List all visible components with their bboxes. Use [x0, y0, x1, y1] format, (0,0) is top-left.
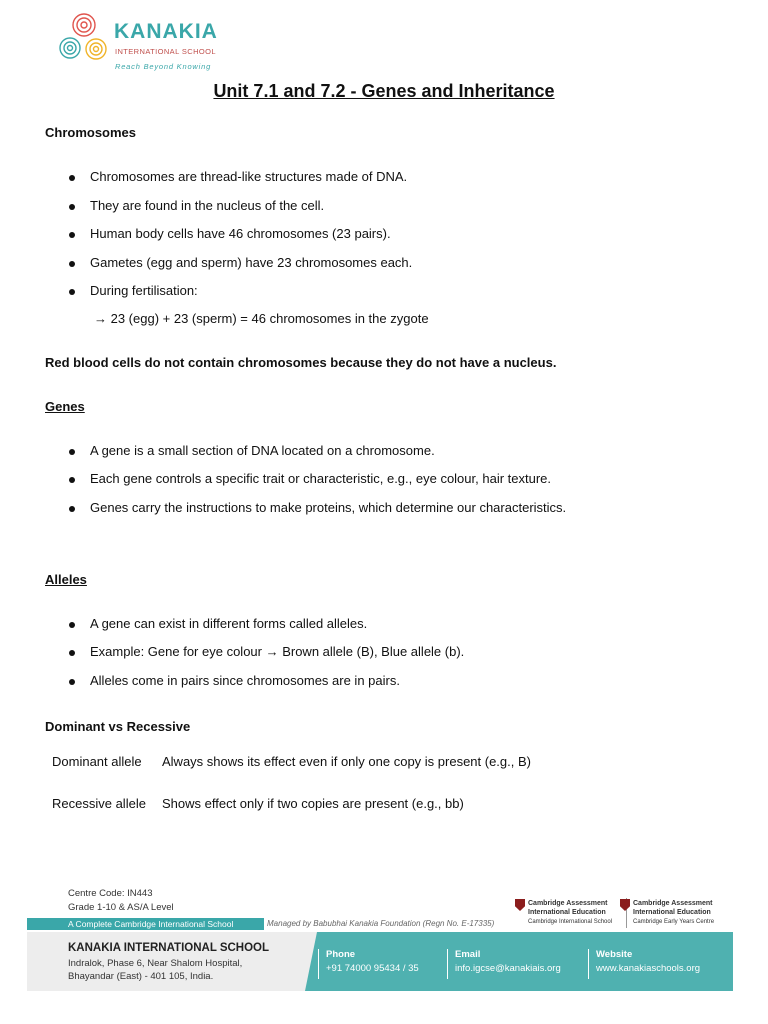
red-blood-cell-note: Red blood cells do not contain chromosomes because they do not have a nucleus.	[45, 355, 557, 370]
table-row	[52, 796, 464, 811]
description-cell: Always shows its effect even if only one copy is present (e.g., B)	[162, 754, 531, 769]
list-item: A gene is a small section of DNA located on a chromosome.	[70, 443, 415, 458]
fertilisation-equation: → 23 (egg) + 23 (sperm) = 46 chromosomes in the zygote	[94, 311, 429, 326]
cambridge-shield-icon	[620, 899, 630, 911]
description-cell: Shows effect only if two copies are present (e.g., bb)	[162, 796, 464, 811]
term-cell: Dominant allele	[52, 754, 142, 769]
alleles-heading: Alleles	[45, 572, 87, 587]
email-address: info.igcse@kanakiais.org	[455, 963, 561, 974]
list-item: They are found in the nucleus of the cell.	[70, 198, 304, 213]
logo-mark-icon	[56, 10, 112, 66]
school-logo	[56, 10, 236, 71]
phone-label: Phone	[326, 949, 356, 960]
school-name: KANAKIA INTERNATIONAL SCHOOL	[68, 942, 270, 954]
list-item: Gametes (egg and sperm) have 23 chromosomes each.	[70, 255, 392, 270]
list-item: Alleles come in pairs since chromosomes are in pairs.	[70, 673, 380, 688]
list-item: Each gene controls a specific trait or characteristic, e.g., eye colour, hair texture.	[70, 471, 531, 486]
address-line-2: Bhayandar (East) - 401 105, India.	[68, 971, 214, 982]
list-item: Chromosomes are thread-like structures made of DNA.	[70, 169, 387, 184]
page-title: Unit 7.1 and 7.2 - Genes and Inheritance	[213, 81, 555, 101]
managed-by-text: Managed by Babubhai Kanakia Foundation (Regn No. E-17335)	[267, 919, 495, 928]
phone-number: +91 74000 95434 / 35	[326, 963, 419, 974]
genes-heading: Genes	[45, 399, 85, 414]
website-url: www.kanakiaschools.org	[596, 963, 701, 974]
cambridge-badge-early-years: Cambridge Assessment International Education Cambridge Early Years Centre	[620, 899, 714, 927]
grade-range: Grade 1-10 & AS/A Level	[68, 902, 174, 913]
centre-code: Centre Code: IN443	[68, 888, 153, 899]
brand-subtitle: INTERNATIONAL SCHOOL	[115, 47, 216, 56]
dominance-heading: Dominant vs Recessive	[45, 719, 191, 734]
brand-tagline: Reach Beyond Knowing	[115, 62, 212, 71]
list-item: A gene can exist in different forms called alleles.	[70, 616, 347, 631]
website-contact	[588, 949, 700, 979]
email-contact	[447, 949, 561, 979]
website-label: Website	[596, 949, 633, 960]
list-item: During fertilisation:	[70, 283, 178, 298]
phone-contact	[318, 949, 419, 979]
list-item: Example: Gene for eye colour → Brown allele (B), Blue allele (b).	[70, 644, 444, 659]
footer-strip-text: A Complete Cambridge International School	[68, 919, 234, 929]
chromosomes-heading: Chromosomes	[45, 125, 137, 140]
cambridge-shield-icon	[515, 899, 525, 911]
table-row	[52, 754, 531, 769]
page-footer	[27, 885, 733, 991]
cambridge-badge-school: Cambridge Assessment International Education Cambridge International School	[515, 899, 612, 927]
list-item: Genes carry the instructions to make proteins, which determine our characteristics.	[70, 500, 546, 515]
brand-name: KANAKIA	[114, 20, 218, 43]
term-cell: Recessive allele	[52, 796, 146, 811]
address-line-1: Indralok, Phase 6, Near Shalom Hospital,	[68, 958, 243, 969]
email-label: Email	[455, 949, 481, 960]
list-item: Human body cells have 46 chromosomes (23 pairs).	[70, 226, 371, 241]
